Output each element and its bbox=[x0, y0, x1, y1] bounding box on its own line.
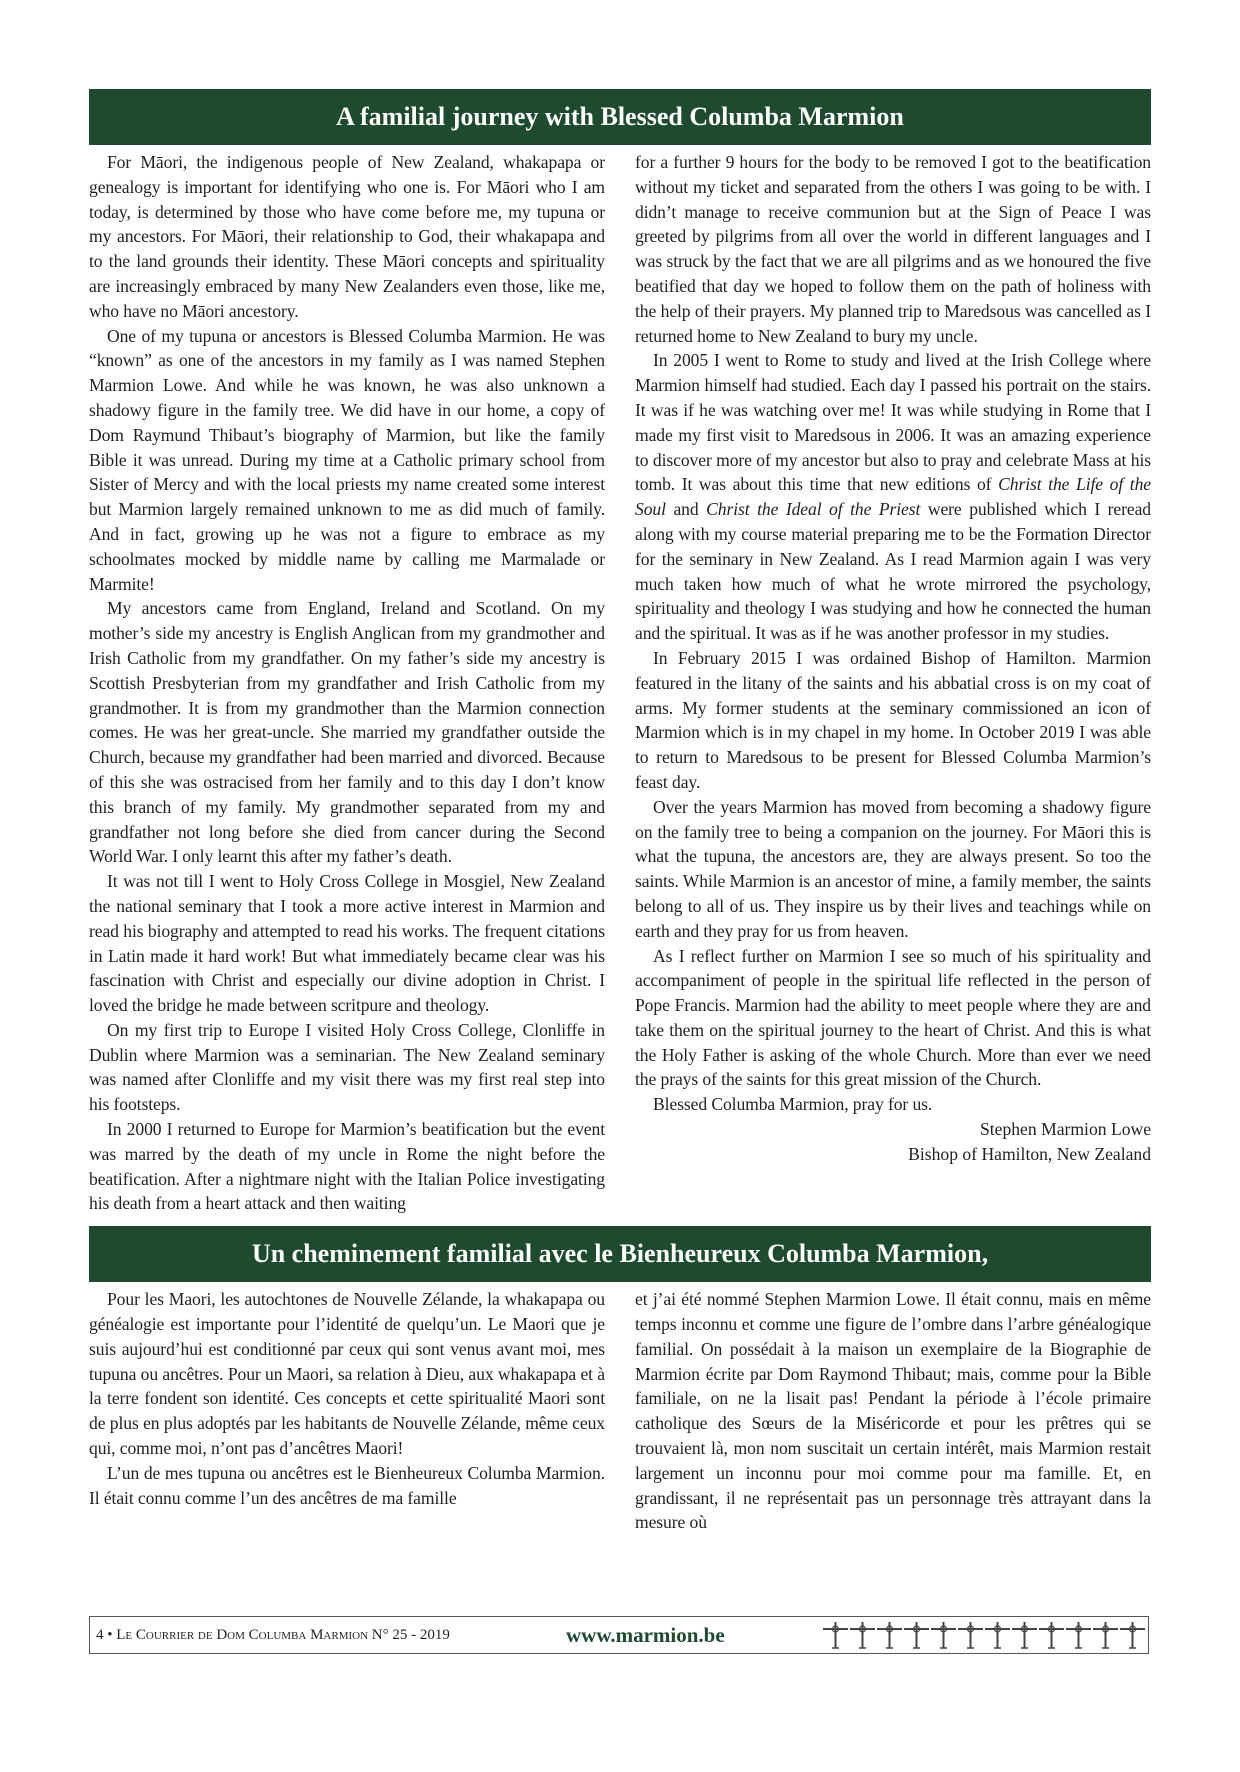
paragraph bbox=[635, 348, 1151, 646]
article-body-en bbox=[89, 150, 1151, 1216]
page-footer bbox=[89, 1616, 1149, 1654]
paragraph: One of my tupuna or ancestors is Blessed Columba Marmion. He was “known” as one of the ancestors in my family as I was named Stephen Marmion Lowe. And while he was known, he was also unknown a shadowy figure in the family tree. We did have in our home, a copy of Dom Raymund Thibaut’s biography of Marmion, but like the family Bible it was unread. During my time at a Catholic primary school from Sister of Mercy and with the local priests my name created some interest but Marmion largely remained unknown to me as did much of family. And in fact, growing up he was not a figure to embrace as my schoolmates mocked by middle name by calling me Marmalade or Marmite! bbox=[89, 325, 605, 594]
paragraph: L’un de mes tupuna ou ancêtres est le Bienheureux Columba Marmion. Il était connu comme l’un des ancêtres de ma famille bbox=[89, 1462, 605, 1508]
paragraph: Over the years Marmion has moved from becoming a shadowy figure on the family tree to being a companion on the journey. For Māori this is what the tupuna, the ancestors are, they are always present. So too the saints. While Marmion is an ancestor of mine, a family member, the saints belong to all of us. They inspire us by their lives and teachings while on earth and they pray for us from heaven. bbox=[635, 796, 1151, 941]
cross-ornament-icon bbox=[1011, 1620, 1038, 1650]
paragraph: My ancestors came from England, Ireland and Scotland. On my mother’s side my ancestry is English Anglican from my grandmother and Irish Catholic from my grandfather. On my father’s side my ancestry is Scottish Presbyterian from my grandfather and Irish Catholic from my grandmother. It is from my grandmother than the Marmion connection comes. He was her great-uncle. She married my grandfather outside the Church, because my grandfather had been married and divorced. Because of this she was ostracised from her family and to this day I don’t know this branch of my family. My grandmother separated from my and grandfather not long before she died from cancer during the Second World War. I only learnt this after my father’s death. bbox=[89, 598, 605, 867]
paragraph: et j’ai été nommé Stephen Marmion Lowe. Il était connu, mais en même temps inconnu et comme une figure de l’ombre dans l’arbre généalogique familial. On possédait à la maison un exemplaire de la Biographie de Marmion écrite par Dom Raymond Thibaut; mais, comme pour la Bible familiale, on ne la lisait pas! Pendant la période à l’école primaire catholique des Sœurs de la Miséricorde et pour les prêtres qui se trouvaient là, mon nom suscitait un certain intérêt, mais Marmion restait largement un inconnu pour moi comme pour ma famille. Et, en grandissant, il ne représentait pas un personnage très attrayant dans la mesure où bbox=[635, 1289, 1151, 1533]
signature-name: Stephen Marmion Lowe bbox=[979, 1119, 1151, 1140]
paragraph: Pour les Maori, les autochtones de Nouvelle Zélande, la whakapapa ou généalogie est importante pour l’identité de quelqu’un. Le Maori que je suis aujourd’hui est conditionné par ceux qui sont venus avant moi, mes tupuna ou ancêtres. Pour un Maori, sa relation à Dieu, aux whakapapa et à la terre fondent son identité. Ces concepts et cette spiritualité Maori sont de plus en plus adoptés par les habitants de Nouvelle Zélande, même ceux qui, comme moi, n’ont pas d’ancêtres Maori! bbox=[89, 1289, 605, 1459]
paragraph-text: were published which I reread along with my course material preparing me to be the Formation Director for the seminary in New Zealand. As I read Marmion again I was very much taken how much of what he wrote mirrored the psychology, spirituality and theology I was studying and how he connected the human and the spiritual. It was as if he was another professor in my studies. bbox=[635, 499, 1152, 644]
footer-publication bbox=[90, 1627, 566, 1644]
cross-ornament-icon bbox=[903, 1620, 930, 1650]
cross-ornament-icon bbox=[822, 1620, 849, 1650]
left-column-en bbox=[89, 150, 605, 1216]
article-fr bbox=[89, 1226, 1151, 1535]
paragraph: It was not till I went to Holy Cross College in Mosgiel, New Zealand the national seminary that I took a more active interest in Marmion and read his biography and attempted to read his works. The frequent citations in Latin made it hard work! But what immediately became clear was his fascination with Christ and especially our divine adoption in Christ. I loved the bridge he made between scritpure and theology. bbox=[89, 871, 605, 1016]
book-title: Christ the Ideal of the Priest bbox=[706, 499, 921, 520]
paragraph: On my first trip to Europe I visited Holy Cross College, Clonliffe in Dublin where Marmion was a seminarian. The New Zealand seminary was named after Clonliffe and my visit there was my first real step into his footsteps. bbox=[89, 1019, 605, 1115]
paragraph-text: and bbox=[665, 499, 707, 520]
left-column-fr bbox=[89, 1287, 605, 1535]
cross-ornament-icon bbox=[1092, 1620, 1119, 1650]
cross-ornament-icon bbox=[930, 1620, 957, 1650]
right-column-en bbox=[635, 150, 1151, 1216]
cross-ornament-icon bbox=[957, 1620, 984, 1650]
publication-name: Le Courrier de Dom Columba Marmion bbox=[116, 1626, 369, 1643]
signature-title: Bishop of Hamilton, New Zealand bbox=[908, 1143, 1151, 1164]
paragraph-text: In 2005 I went to Rome to study and lived at the Irish College where Marmion himself had studied. Each day I passed his portrait on the stairs. It was if he was watching over me! It was while studying in Rome that I made my first visit to Maredsous in 2006. It was an amazing experience to discover more of my ancestor but also to pray and celebrate Mass at his tomb. It was about this time that new editions of bbox=[635, 350, 1151, 495]
page bbox=[89, 89, 1151, 1535]
issue-number: N° 25 - 2019 bbox=[371, 1626, 450, 1643]
cross-ornament-icon bbox=[849, 1620, 876, 1650]
cross-ornament-icon bbox=[1038, 1620, 1065, 1650]
paragraph: for a further 9 hours for the body to be removed I got to the beatification without my ticket and separated from the others I was going to be with. I didn’t manage to receive communion but at the Sign of Peace I was greeted by pilgrims from all over the world in different languages and I was struck by the fact that we are all pilgrims and as we honoured the five beatified that day we hoped to follow them on the path of holiness with the help of their prayers. My planned trip to Maredsous was cancelled as I returned home to New Zealand to bury my uncle. bbox=[635, 152, 1151, 346]
paragraph: As I reflect further on Marmion I see so much of his spirituality and accompaniment of people in the spiritual life reflected in the person of Pope Francis. Marmion had the ability to meet people where they are and take them on the spiritual journey to the heart of Christ. And this is what the Holy Father is asking of the whole Church. More than ever we need the prays of the saints for this great mission of the Church. bbox=[635, 945, 1151, 1090]
page-number: 4 • bbox=[96, 1626, 113, 1643]
article-title-fr: Un cheminement familial avec le Bienheureux Columba Marmion, bbox=[89, 1226, 1151, 1282]
paragraph: In February 2015 I was ordained Bishop of Hamilton. Marmion featured in the litany of the saints and his abbatial cross is on my coat of arms. My former students at the seminary commissioned an icon of Marmion which is in my chapel in my home. In October 2019 I was able to return to Maredsous to be present for Blessed Columba Marmion’s feast day. bbox=[635, 647, 1151, 792]
book-title: Christ the Life of the Soul bbox=[635, 474, 1151, 520]
paragraph: Blessed Columba Marmion, pray for us. bbox=[653, 1094, 933, 1115]
cross-ornament-icon bbox=[1119, 1620, 1146, 1650]
paragraph: For Māori, the indigenous people of New Zealand, whakapapa or genealogy is important for identifying who one is. For Māori who I am today, is determined by those who have come before me, my tupuna or my ancestors. For Māori, their relationship to God, their whakapapa and to the land grounds their identity. These Māori concepts and spirituality are increasingly embraced by many New Zealanders even those, like me, who have no Māori ancestory. bbox=[89, 152, 605, 321]
paragraph: In 2000 I returned to Europe for Marmion’s beatification but the event was marred by the death of my uncle in Rome the night before the beatification. After a nightmare night with the Italian Police investigating his death from a heart attack and then waiting bbox=[89, 1119, 605, 1214]
cross-ornament-row bbox=[822, 1620, 1146, 1650]
cross-ornament-icon bbox=[1065, 1620, 1092, 1650]
article-title-en: A familial journey with Blessed Columba Marmion bbox=[89, 89, 1151, 145]
article-body-fr bbox=[89, 1287, 1151, 1535]
cross-ornament-icon bbox=[984, 1620, 1011, 1650]
right-column-fr bbox=[635, 1287, 1151, 1535]
cross-ornament-icon bbox=[876, 1620, 903, 1650]
website-link[interactable]: www.marmion.be bbox=[566, 1622, 725, 1647]
